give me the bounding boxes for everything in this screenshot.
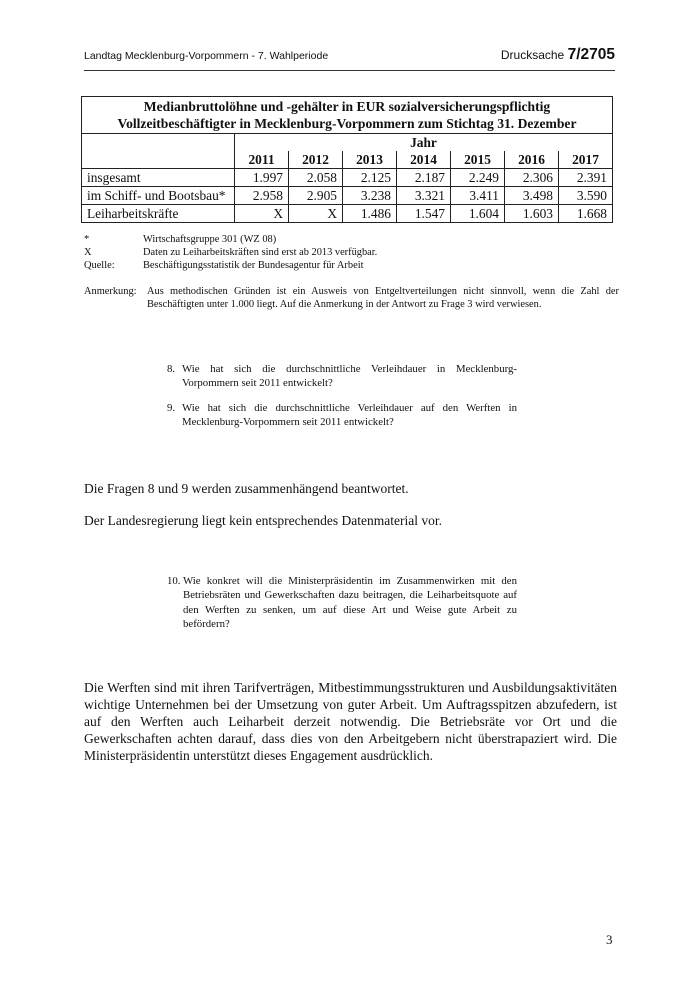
document-number bbox=[501, 46, 615, 64]
doc-label: Drucksache bbox=[500, 48, 568, 62]
table-cell: 1.668 bbox=[559, 205, 613, 223]
table-cell: 1.997 bbox=[235, 169, 289, 187]
year-header: 2014 bbox=[397, 151, 451, 169]
table-cell: 1.604 bbox=[451, 205, 505, 223]
footnote-key: * bbox=[84, 234, 90, 245]
table-cell: 2.391 bbox=[559, 169, 613, 187]
table-title-row bbox=[82, 97, 613, 134]
table-row bbox=[82, 205, 613, 223]
table-cell: 2.187 bbox=[397, 169, 451, 187]
anmerkung-key: Anmerkung: bbox=[84, 286, 137, 297]
table-cell: 2.249 bbox=[451, 169, 505, 187]
table-cell: 2.958 bbox=[235, 187, 289, 205]
row-label: im Schiff- und Bootsbau* bbox=[82, 187, 235, 205]
table-cell: X bbox=[235, 205, 289, 223]
jahr-header: Jahr bbox=[235, 134, 613, 152]
doc-number: 7/2705 bbox=[567, 46, 615, 63]
table-footnotes bbox=[84, 233, 619, 272]
question-10 bbox=[167, 574, 517, 632]
table-row bbox=[82, 169, 613, 187]
question-text: Wie konkret will die Ministerpräsidentin im Zusammenwirken mit den Betriebsräten und Gewerkschaften dazu beitragen, die Leiharbeitsquote auf den Werften zu senken, um auf diese Art und Weise gute Arbeit zu befördern? bbox=[183, 575, 517, 631]
table-cell: 2.125 bbox=[343, 169, 397, 187]
row-label: Leiharbeitskräfte bbox=[82, 205, 235, 223]
question-number: 8. bbox=[167, 363, 176, 375]
answer-8-9-intro: Die Fragen 8 und 9 werden zusammenhängend beantwortet. bbox=[84, 481, 409, 496]
question-number: 9. bbox=[167, 402, 176, 414]
wage-table bbox=[81, 96, 613, 223]
table-cell: 3.411 bbox=[451, 187, 505, 205]
table-cell: 2.306 bbox=[505, 169, 559, 187]
table-cell: 1.486 bbox=[343, 205, 397, 223]
answer-8-9: Der Landesregierung liegt kein entsprechendes Datenmaterial vor. bbox=[84, 513, 442, 528]
footnote-text: Beschäftigungsstatistik der Bundesagentur für Arbeit bbox=[143, 260, 364, 271]
table-title-line-1: Medianbruttolöhne und -gehälter in EUR sozialversicherungspflichtig bbox=[143, 99, 551, 114]
page-number: 3 bbox=[606, 932, 613, 947]
table-cell: 3.321 bbox=[397, 187, 451, 205]
table-row bbox=[82, 187, 613, 205]
table-title bbox=[82, 97, 613, 134]
question-text: Wie hat sich die durchschnittliche Verleihdauer in Mecklenburg-Vorpommern seit 2011 entwickelt? bbox=[182, 363, 517, 390]
table-cell: 2.905 bbox=[289, 187, 343, 205]
anmerkung-text: Aus methodischen Gründen ist ein Ausweis von Entgeltverteilungen nicht sinnvoll, wenn die Zahl der Beschäftigten unter 1.000 liegt. Auf die Anmerkung in der Antwort zu Frage 3 wird verwiesen. bbox=[147, 286, 619, 311]
table-cell: 1.603 bbox=[505, 205, 559, 223]
question-8 bbox=[167, 362, 517, 391]
parliament-label: Landtag Mecklenburg-Vorpommern - 7. Wahlperiode bbox=[84, 50, 329, 62]
footnote-text: Daten zu Leiharbeitskräften sind erst ab 2013 verfügbar. bbox=[143, 247, 378, 258]
table-cell: 1.547 bbox=[397, 205, 451, 223]
question-text: Wie hat sich die durchschnittliche Verleihdauer auf den Werften in Mecklenburg-Vorpommern seit 2011 entwickelt? bbox=[182, 402, 517, 429]
table-corner-cell bbox=[82, 134, 235, 169]
footnote-key: Quelle: bbox=[84, 260, 115, 271]
table-cell: X bbox=[289, 205, 343, 223]
row-label: insgesamt bbox=[82, 169, 235, 187]
table-cell: 3.498 bbox=[505, 187, 559, 205]
footnote bbox=[84, 259, 619, 272]
table-cell: 2.058 bbox=[289, 169, 343, 187]
table-title-line-2: Vollzeitbeschäftigter in Mecklenburg-Vorpommern zum Stichtag 31. Dezember bbox=[117, 116, 577, 131]
year-header: 2012 bbox=[289, 151, 343, 169]
question-number: 10. bbox=[167, 575, 181, 587]
answer-10: Die Werften sind mit ihren Tarifverträgen, Mitbestimmungsstrukturen und Ausbildungsaktivitäten wichtige Unternehmen bei der Umsetzung von guter Arbeit. Um Auftragsspitzen abzufedern, ist auf den Werften auch Leiharbeit derzeit notwendig. Die Betriebsräte vor Ort und die Gewerkschaften achten darauf, dass dies von den Arbeitgebern nicht überstrapaziert wird. Die Ministerpräsidentin unterstützt dieses Engagement ausdrücklich. bbox=[84, 680, 617, 763]
year-header: 2011 bbox=[235, 151, 289, 169]
question-9 bbox=[167, 401, 517, 430]
year-header: 2013 bbox=[343, 151, 397, 169]
year-header: 2015 bbox=[451, 151, 505, 169]
footnote-text: Wirtschaftsgruppe 301 (WZ 08) bbox=[143, 234, 277, 245]
year-header: 2016 bbox=[505, 151, 559, 169]
table-cell: 3.590 bbox=[559, 187, 613, 205]
footnote-key: X bbox=[84, 247, 92, 258]
page-header bbox=[84, 46, 615, 71]
footnote bbox=[84, 246, 619, 259]
footnote bbox=[84, 233, 619, 246]
anmerkung-note bbox=[84, 285, 619, 312]
jahr-row bbox=[82, 134, 613, 152]
table-cell: 3.238 bbox=[343, 187, 397, 205]
year-header: 2017 bbox=[559, 151, 613, 169]
